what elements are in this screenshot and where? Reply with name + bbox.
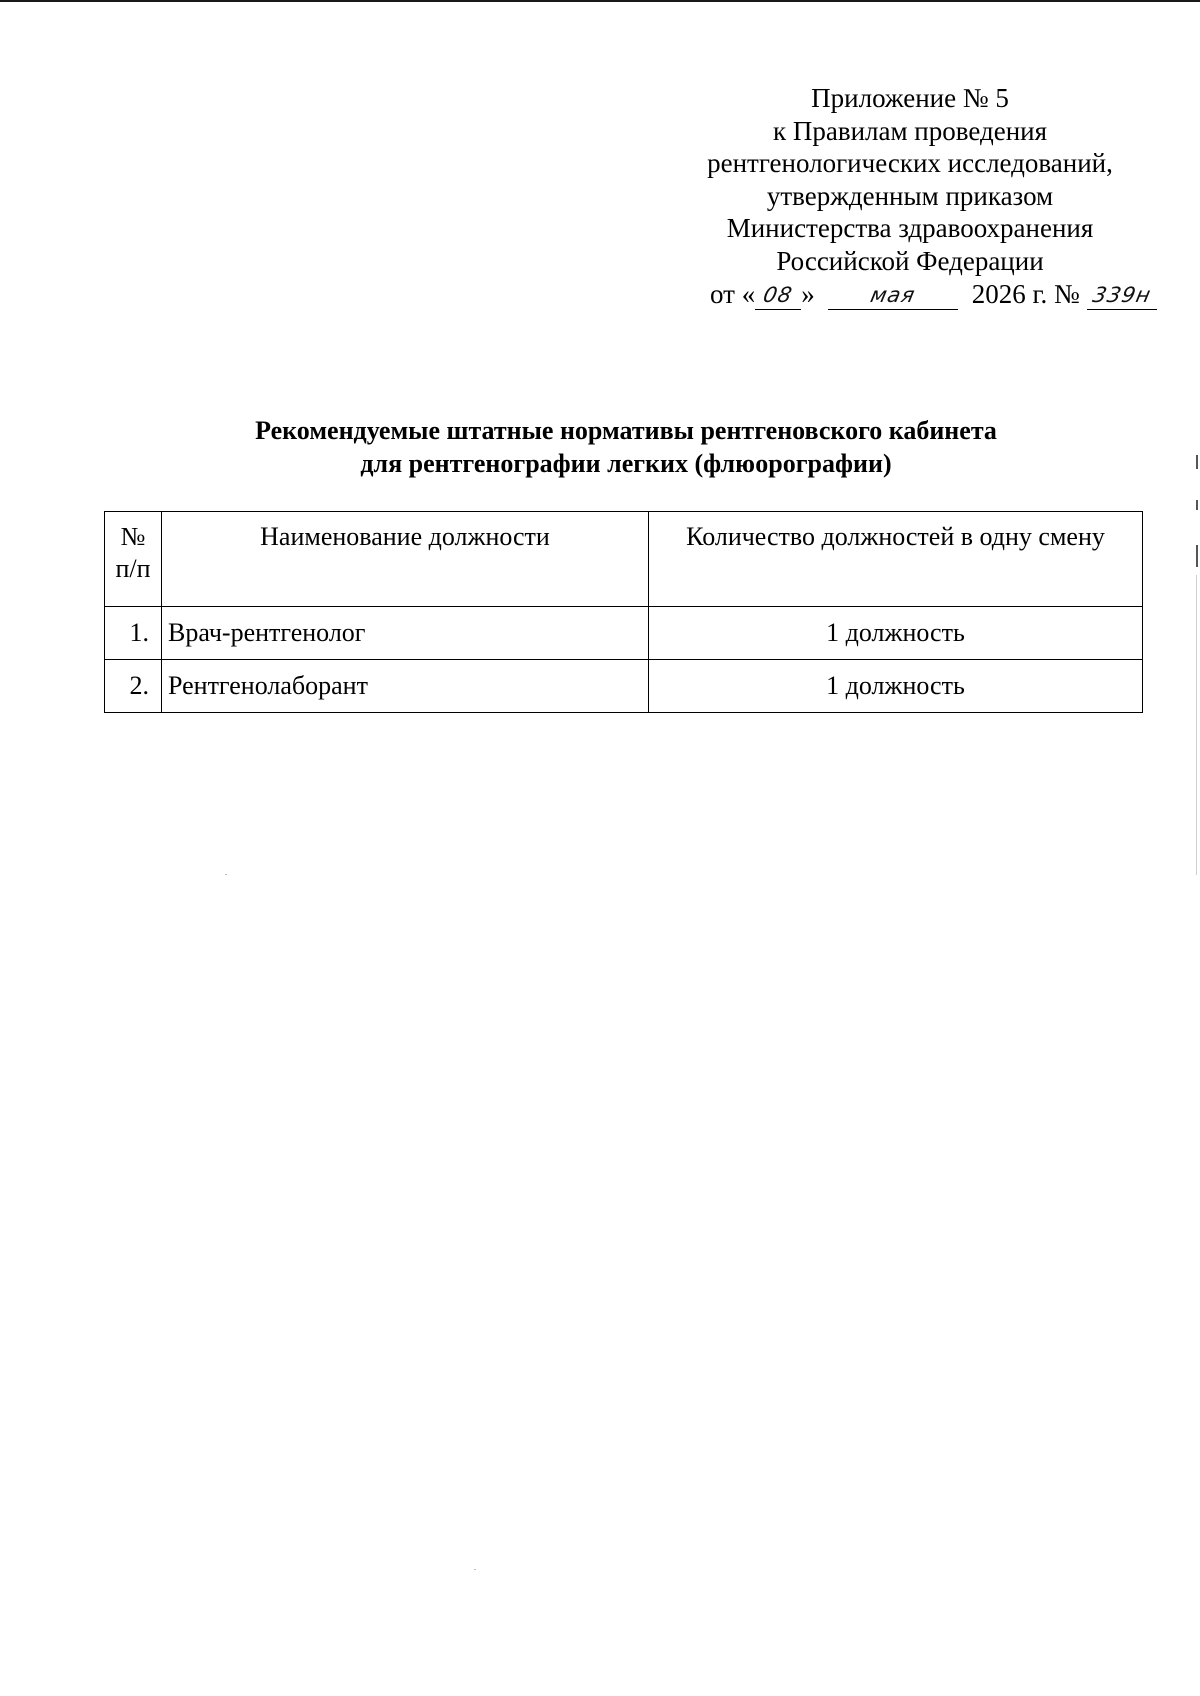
position-count: 1 должность bbox=[649, 660, 1143, 713]
title-line: для рентгенографии легких (флюорографии) bbox=[360, 449, 892, 478]
header-number-abbrev: п/п bbox=[115, 554, 151, 583]
day-field bbox=[755, 278, 801, 310]
document-title bbox=[100, 414, 1152, 480]
appendix-line: Министерства здравоохранения bbox=[726, 213, 1094, 243]
row-number: 1. bbox=[105, 607, 162, 660]
scan-top-edge bbox=[0, 0, 1200, 2]
table-row bbox=[105, 660, 1143, 713]
staffing-table bbox=[104, 511, 1143, 713]
day-close-quote: » bbox=[801, 279, 815, 309]
appendix-line: рентгенологических исследований, bbox=[707, 148, 1113, 178]
year-and-number-label: 2026 г. № bbox=[971, 279, 1080, 309]
scan-speck bbox=[474, 1569, 476, 1570]
appendix-line: утвержденным приказом bbox=[766, 180, 1054, 211]
row-number: 2. bbox=[105, 660, 162, 713]
date-prefix: от « bbox=[710, 279, 756, 309]
order-date-line bbox=[710, 276, 1157, 312]
position-count: 1 должность bbox=[649, 607, 1143, 660]
title-line: Рекомендуемые штатные нормативы рентгеновского кабинета bbox=[255, 416, 997, 445]
appendix-line: Российской Федерации bbox=[776, 245, 1044, 276]
scan-right-edge-marks bbox=[1196, 455, 1199, 1355]
position-name: Рентгенолаборант bbox=[162, 660, 649, 713]
number-field bbox=[1087, 278, 1157, 310]
appendix-line: Приложение № 5 bbox=[811, 83, 1009, 113]
position-name: Врач-рентгенолог bbox=[162, 607, 649, 660]
scan-speck bbox=[225, 874, 227, 875]
table-row bbox=[105, 607, 1143, 660]
header-number-sign: № bbox=[120, 522, 146, 551]
header-number bbox=[105, 512, 162, 607]
appendix-header bbox=[660, 82, 1160, 277]
day-handwritten: 08 bbox=[761, 283, 796, 307]
number-handwritten: 339н bbox=[1090, 283, 1153, 307]
month-handwritten: мая bbox=[868, 283, 918, 307]
header-position-count: Количество должностей в одну смену bbox=[649, 512, 1143, 607]
appendix-line: к Правилам проведения bbox=[772, 115, 1048, 146]
header-position-name: Наименование должности bbox=[162, 512, 649, 607]
month-field bbox=[828, 278, 958, 310]
table-header-row bbox=[105, 512, 1143, 607]
